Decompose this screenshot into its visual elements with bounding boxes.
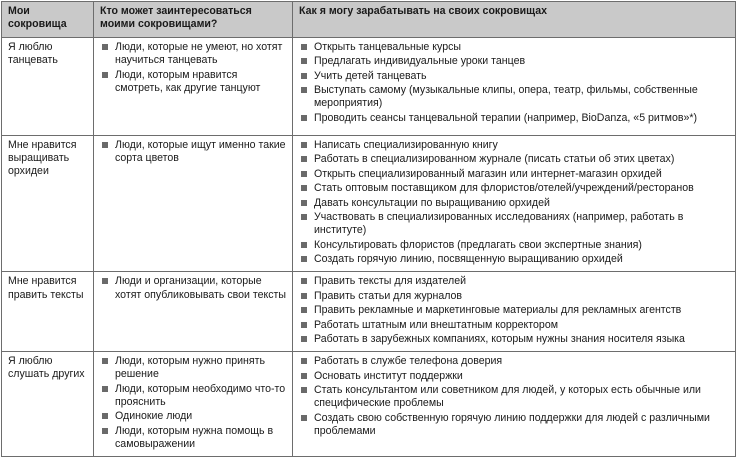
bullet-icon — [301, 387, 307, 393]
header-how: Как я могу зарабатывать на своих сокровищах — [293, 2, 736, 38]
bullet-icon — [102, 142, 108, 148]
how-cell — [293, 38, 736, 136]
table-row — [2, 272, 736, 352]
bullet-icon — [301, 358, 307, 364]
list-item — [100, 69, 288, 95]
treasure-cell: Мне нравится выращивать орхидеи — [2, 136, 94, 272]
list-item — [299, 84, 731, 110]
list-item-text: Одинокие люди — [115, 410, 193, 423]
list-item-text: Люди, которым нравится смотреть, как другие танцуют — [115, 68, 261, 94]
treasures-table — [1, 1, 736, 457]
list-item — [299, 412, 731, 438]
list-item — [299, 253, 731, 266]
list-item — [299, 139, 731, 152]
who-cell — [94, 38, 293, 136]
list-item — [299, 70, 731, 83]
table-row — [2, 38, 736, 136]
list-item — [100, 139, 288, 165]
list-item — [299, 168, 731, 181]
bullet-icon — [102, 72, 108, 78]
bullet-icon — [301, 73, 307, 79]
how-list — [299, 275, 731, 346]
list-item-text: Давать консультации по выращиванию орхидей — [314, 196, 550, 209]
header-row — [2, 2, 736, 38]
bullet-icon — [301, 373, 307, 379]
table-row — [2, 136, 736, 272]
list-item — [100, 275, 288, 301]
list-item — [299, 182, 731, 195]
bullet-icon — [301, 336, 307, 342]
list-item-text: Люди, которым нужна помощь в самовыражении — [115, 424, 274, 451]
list-item-text: Стать консультантом или советником для людей, у которых есть обычные или специфические проблемы — [314, 384, 701, 410]
bullet-icon — [301, 322, 307, 328]
who-list — [100, 139, 288, 165]
who-list — [100, 355, 288, 451]
bullet-icon — [301, 242, 307, 248]
list-item-text: Править рекламные и маркетинговые материалы для рекламных агентств — [314, 304, 682, 317]
list-item — [299, 153, 731, 166]
list-item — [299, 211, 731, 237]
list-item-text: Работать в зарубежных компаниях, которым нужны знания носителя языка — [314, 332, 685, 345]
bullet-icon — [301, 185, 307, 191]
list-item — [299, 41, 731, 54]
bullet-icon — [301, 214, 307, 220]
list-item-text: Стать оптовым поставщиком для флористов/отелей/учреждений/ресторанов — [314, 182, 694, 195]
list-item — [299, 112, 731, 125]
how-list — [299, 139, 731, 266]
bullet-icon — [301, 415, 307, 421]
list-item-text: Работать в специализированном журнале (писать статьи об этих цветах) — [314, 153, 675, 166]
how-cell — [293, 272, 736, 352]
who-cell — [94, 136, 293, 272]
list-item-text: Создать горячую линию, посвященную выращиванию орхидей — [314, 252, 623, 265]
list-item-text: Предлагать индивидуальные уроки танцев — [314, 55, 526, 68]
list-item-text: Люди, которые ищут именно такие сорта цветов — [115, 139, 286, 165]
list-item — [100, 355, 288, 381]
bullet-icon — [301, 142, 307, 148]
list-item-text: Люди, которым необходимо что-то прояснить — [115, 382, 286, 409]
list-item-text: Люди и организации, которые хотят опубликовывать свои тексты — [115, 275, 287, 301]
list-item-text: Участвовать в специализированных исследованиях (например, работать в институте) — [314, 210, 684, 237]
list-item — [299, 333, 731, 346]
list-item-text: Открыть танцевальные курсы — [314, 41, 461, 53]
list-item — [299, 384, 731, 410]
how-list — [299, 355, 731, 438]
bullet-icon — [102, 278, 108, 284]
treasure-cell: Мне нравится править тексты — [2, 272, 94, 352]
list-item-text: Создать свою собственную горячую линию поддержки для людей с различными проблемами — [314, 411, 710, 437]
bullet-icon — [102, 428, 108, 434]
bullet-icon — [301, 200, 307, 206]
list-item — [100, 383, 288, 409]
bullet-icon — [102, 413, 108, 419]
header-who: Кто может заинтересоваться моими сокровищами? — [94, 2, 293, 38]
bullet-icon — [301, 115, 307, 121]
list-item-text: Люди, которые не умеют, но хотят научиться танцевать — [115, 41, 283, 67]
list-item-text: Проводить сеансы танцевальной терапии (например, BioDanza, «5 ритмов»*) — [314, 111, 698, 124]
who-list — [100, 41, 288, 95]
who-cell — [94, 272, 293, 352]
list-item-text: Работать штатным или внештатным корректором — [314, 318, 559, 331]
how-cell — [293, 136, 736, 272]
list-item — [299, 239, 731, 252]
list-item — [299, 355, 731, 368]
list-item — [299, 55, 731, 68]
table-row — [2, 352, 736, 457]
list-item — [299, 275, 731, 288]
list-item-text: Работать в службе телефона доверия — [314, 355, 503, 368]
bullet-icon — [301, 256, 307, 262]
treasure-cell: Я люблю слушать других — [2, 352, 94, 457]
list-item — [299, 290, 731, 303]
list-item-text: Открыть специализированный магазин или интернет-магазин орхидей — [314, 167, 662, 180]
list-item-text: Выступать самому (музыкальные клипы, опера, театр, фильмы, собственные мероприятия) — [314, 84, 698, 110]
bullet-icon — [301, 156, 307, 162]
list-item — [299, 370, 731, 383]
bullet-icon — [301, 87, 307, 93]
list-item-text: Люди, которым нужно принять решение — [115, 355, 265, 381]
bullet-icon — [301, 171, 307, 177]
how-cell — [293, 352, 736, 457]
how-list — [299, 41, 731, 125]
who-list — [100, 275, 288, 301]
header-treasures: Мои сокровища — [2, 2, 94, 38]
bullet-icon — [301, 58, 307, 64]
list-item — [100, 41, 288, 67]
list-item-text: Править тексты для издателей — [314, 275, 467, 288]
list-item-text: Написать специализированную книгу — [314, 139, 498, 151]
bullet-icon — [301, 293, 307, 299]
list-item — [100, 410, 288, 423]
who-cell — [94, 352, 293, 457]
bullet-icon — [102, 358, 108, 364]
treasure-cell: Я люблю танцевать — [2, 38, 94, 136]
bullet-icon — [301, 307, 307, 313]
list-item — [299, 197, 731, 210]
list-item — [299, 319, 731, 332]
list-item-text: Править статьи для журналов — [314, 289, 463, 302]
bullet-icon — [102, 386, 108, 392]
list-item-text: Основать институт поддержки — [314, 369, 463, 382]
bullet-icon — [301, 278, 307, 284]
bullet-icon — [301, 44, 307, 50]
list-item — [299, 304, 731, 317]
list-item-text: Консультировать флористов (предлагать свои экспертные знания) — [314, 238, 642, 251]
list-item — [100, 425, 288, 451]
bullet-icon — [102, 44, 108, 50]
list-item-text: Учить детей танцевать — [314, 69, 427, 82]
